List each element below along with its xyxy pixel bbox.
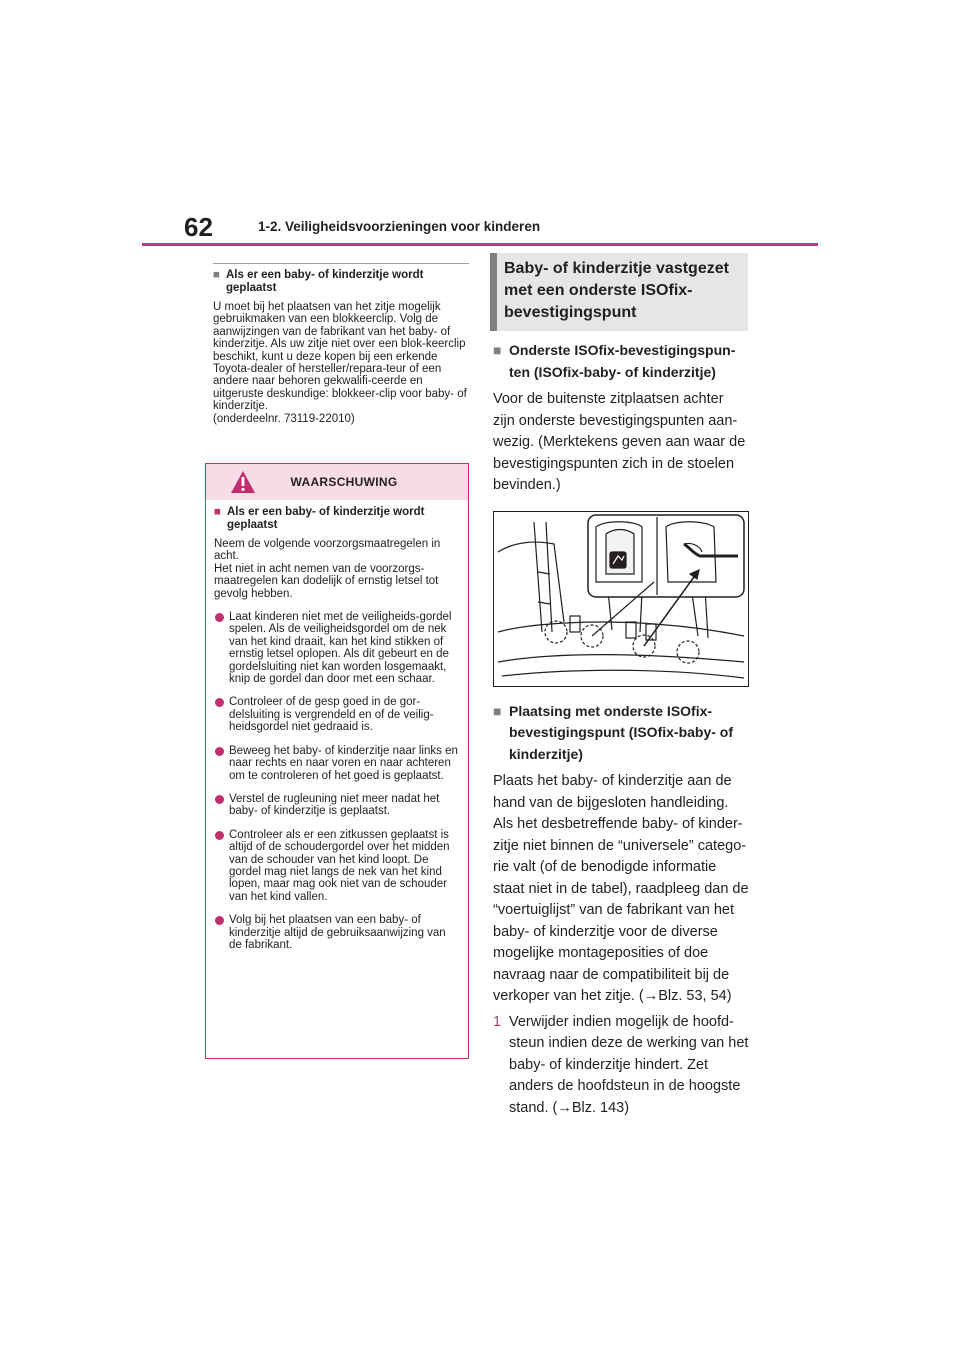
isofix-illustration xyxy=(493,511,749,687)
subheading-isofix-points xyxy=(493,340,749,383)
warning-body xyxy=(206,500,468,951)
warning-header xyxy=(206,464,468,500)
bullet-text: Controleer of de gesp goed in de gor-delsluiting is vergrendeld en of de veilig-heidsgordel niet gedraaid is. xyxy=(229,696,434,734)
warning-bullet xyxy=(214,914,460,951)
warning-box xyxy=(205,463,469,1059)
section-title: Baby- of kinderzitje vastgezet met een onderste ISOfix-bevestigingspunt xyxy=(490,253,748,331)
rear-seat-isofix-drawing xyxy=(494,512,748,686)
bullet-dot-icon xyxy=(215,795,224,804)
right-column xyxy=(493,340,749,1119)
bullet-text: Controleer als er een zitkussen geplaatst is altijd of de schoudergordel over het midden van de schouder van het kind loopt. De gordel mag niet langs de nek van het kind lopen, maar mag ook niet van de schouder van het kind vallen. xyxy=(229,828,450,903)
warning-intro-text-2: Het niet in acht nemen van de voorzorgs-maatregelen kan dodelijk of ernstig letsel tot gevolg hebben. xyxy=(214,562,439,600)
warning-intro xyxy=(214,538,460,600)
part-number: (onderdeelnr. 73119-22010) xyxy=(213,412,355,425)
header-divider xyxy=(142,243,818,246)
step-number: 1 xyxy=(493,1013,502,1030)
warning-bullet xyxy=(214,745,460,782)
subheading-divider xyxy=(213,263,469,264)
subheading xyxy=(213,269,469,294)
subheading-text: Als er een baby- of kinderzitje wordt geplaatst xyxy=(226,269,424,294)
square-bullet-icon: ■ xyxy=(493,702,502,719)
warning-triangle-icon xyxy=(230,470,256,494)
body-paragraph: Voor de buitenste zitplaatsen achter zijn onderste bevestigingspunten aan-wezig. (Merktekens geven aan waar de bevestigingspunten zich in de stoelen bevinden.) xyxy=(493,391,746,493)
bullet-dot-icon xyxy=(215,747,224,756)
square-bullet-icon: ■ xyxy=(213,269,220,281)
warning-subheading-text: Als er een baby- of kinderzitje wordt geplaatst xyxy=(227,506,425,531)
bullet-dot-icon xyxy=(215,698,224,707)
warning-bullet xyxy=(214,793,460,818)
paragraph-text: U moet bij het plaatsen van het zitje mogelijk gebruikmaken van een blokkeerclip. Volg de aanwijzingen van de fabrikant van het baby- of kinderzitje. Als uw zitje niet over een blok-keerclip beschikt, kunt u deze kopen bij een erkende Toyota-dealer of hersteller/repara-teur of een andere naar behoren gekwalifi-ceerde en uitgeruste deskundige: blokkeer-clip voor baby- of kinderzitje. xyxy=(213,301,467,413)
warning-bullet xyxy=(214,611,460,685)
square-bullet-icon: ■ xyxy=(214,506,221,518)
chapter-title: 1-2. Veiligheidsvoorzieningen voor kinderen xyxy=(258,219,541,234)
subheading-text: Onderste ISOfix-bevestigingspun-ten (ISOfix-baby- of kinderzitje) xyxy=(509,342,736,380)
bullet-text: Verstel de rugleuning niet meer nadat het baby- of kinderzitje is geplaatst. xyxy=(229,792,440,818)
subheading-isofix-placement xyxy=(493,701,749,766)
bullet-dot-icon xyxy=(215,831,224,840)
warning-bullet xyxy=(214,696,460,733)
warning-subheading xyxy=(214,506,460,531)
square-bullet-icon: ■ xyxy=(493,342,502,358)
warning-intro-text: Neem de volgende voorzorgsmaatregelen in acht. xyxy=(214,538,441,563)
bullet-text: Laat kinderen niet met de veiligheids-gordel spelen. Als de veiligheidsgordel om de nek van het kind draait, kan het kind stikken of ernstig letsel oplopen. Als dit gebeurt en de gordelsluiting niet kan worden losgemaakt, knip de gordel dan door met een schaar. xyxy=(229,611,452,686)
page-number: 62 xyxy=(184,212,213,242)
warning-bullet xyxy=(214,829,460,903)
bullet-text: Volg bij het plaatsen van een baby- of kinderzitje altijd de gebruiksaanwijzing van de fabrikant. xyxy=(229,914,446,951)
warning-title: WAARSCHUWING xyxy=(290,475,398,489)
bullet-text: Beweeg het baby- of kinderzitje naar links en naar rechts en naar voren en naar achteren om te controleren of het goed is geplaatst. xyxy=(229,744,458,782)
body-paragraph: Plaats het baby- of kinderzitje aan de hand van de bijgesloten handleiding. Als het desbetreffende baby- of kinder-zitje niet binnen de “universele” catego-rie valt (of de benodigde informatie staat niet in de tabel), raadpleeg dan de “voertuiglijst” van de fabrikant van het baby- of kinderzitje voor de diverse mogelijke montageposities of doe navraag naar de compatibiliteit bij de verkoper van het zitje. (→Blz. 53, 54) xyxy=(493,773,749,1004)
bullet-dot-icon xyxy=(215,916,224,925)
body-paragraph xyxy=(213,301,469,425)
step-item xyxy=(493,1012,749,1120)
left-column xyxy=(213,263,469,425)
subheading-text: Plaatsing met onderste ISOfix-bevestigingspunt (ISOfix-baby- of kinderzitje) xyxy=(509,702,734,762)
step-text: Verwijder indien mogelijk de hoofd-steun indien deze de werking van het baby- of kinderzitje hindert. Zet anders de hoofdsteun in de hoogste stand. (→Blz. 143) xyxy=(509,1013,749,1116)
bullet-dot-icon xyxy=(215,613,224,622)
